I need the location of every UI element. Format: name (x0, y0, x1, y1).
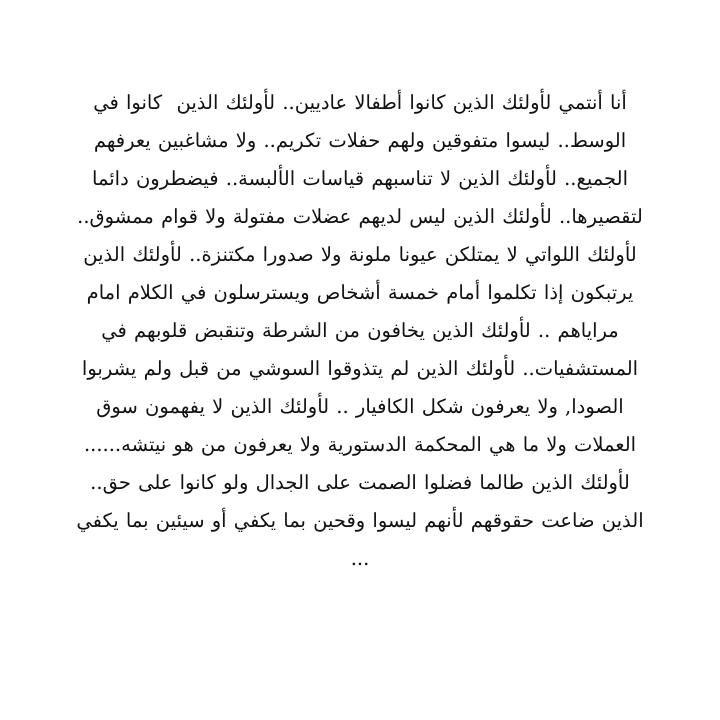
document-body-text: أنا أنتمي لأولئك الذين كانوا أطفالا عاديين.. لأولئك الذين كانوا في الوسط.. ليسوا متفوقين ولهم حفلات تكريم.. ولا مشاغبين يعرفهم الجميع.. لأولئك الذين لا تناسبهم قياسات الألبسة.. فيضطرون دائما لتقصيرها.. لأولئك الذين ليس لديهم عضلات مفتولة ولا قوام ممشوق.. لأولئك اللواتي لا يمتلكن عيونا ملونة ولا صدورا مكتنزة.. لأولئك الذين يرتبكون إذا تكلموا أمام خمسة أشخاص ويسترسلون في الكلام امام مراياهم .. لأولئك الذين يخافون من الشرطة وتنقبض قلوبهم في المستشفيات.. لأولئك الذين لم يتذوقوا السوشي من قبل ولم يشربوا الصودا, ولا يعرفون شكل الكافيار .. لأولئك الذين لا يفهمون سوق العملات ولا ما هي المحكمة الدستورية ولا يعرفون من هو نيتشه...... لأولئك الذين طالما فضلوا الصمت على الجدال ولو كانوا على حق.. الذين ضاعت حقوقهم لأنهم ليسوا وقحين بما يكفي أو سيئين بما يكفي ... (69, 90, 644, 570)
